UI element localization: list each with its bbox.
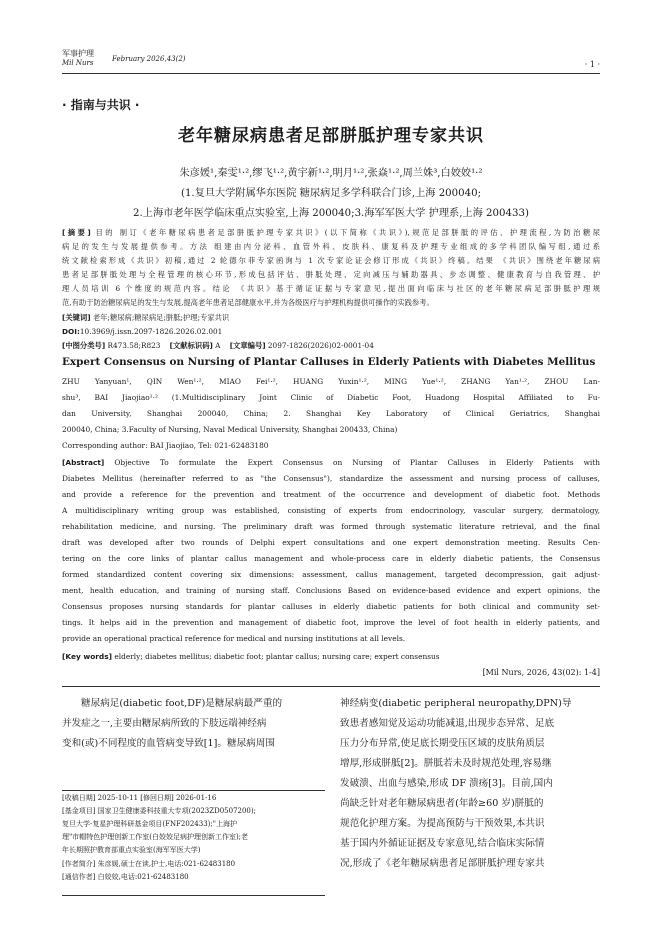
body-right-line: 尚缺乏针对老年糖尿病患者(年龄≥60 岁)胼胝的: [340, 798, 544, 809]
abstract-cn-line: 病足的发生与发展提供参考。方法 组建由内分泌科、血管外科、皮肤科、康复科及护理专业组成的多学科团队编写组,通过系: [62, 242, 600, 251]
abstract-cn-line: [摘要] 目的 制订《老年糖尿病患者足部胼胝护理专家共识》(以下简称《共识》),规范足部胼胝的评估、护理流程,为防治糖尿: [62, 228, 600, 237]
issue-info: February 2026,43(2): [112, 55, 186, 63]
authors-en-line: dan University, Shanghai 200040, China; 2. Shanghai Key Laboratory of Clinical Geriatrics, Shanghai: [62, 409, 600, 418]
body-right-line: 神经病变(diabetic peripheral neuropathy,DPN)导: [340, 698, 572, 709]
abstract-en-line: formed standardized content covering six dimensions: assessment, callus management, targeted decompression, gait adjust-: [62, 570, 600, 579]
journal-name-cn: 军事护理: [62, 49, 94, 58]
header-rule: [62, 73, 600, 74]
abstract-en-line: provide an operational practical reference for medical and nursing institutions at all levels.: [62, 634, 406, 643]
abstract-en-line: Consensus proposes nursing standards for plantar calluses in elderly diabetic patients for both clinical and community set-: [62, 602, 600, 611]
abstract-cn-line: 理人员培训 6 个维度的规范内容。结论 《共识》基于循证证据与专家意见,提出面向临床与社区的老年糖尿病足部胼胝护理规: [62, 284, 600, 293]
footnote-line: [基金项目] 国家卫生健康委科技重大专项(2023ZD0507200);: [62, 807, 256, 815]
section-rule: [62, 686, 600, 687]
abstract-en-line: rehabilitation medicine, and nursing. The preliminary draft was formed through systematic literature retrieval, and the final: [62, 522, 600, 531]
authors-en-line: shu³, BAI Jiaojiao¹·² (1.Multidisciplinary Joint Clinic of Diabetic Foot, Huadong Hospital Affiliated to Fu-: [62, 393, 600, 402]
abstract-en-line: A multidisciplinary writing group was established, consisting of experts from endocrinology, vascular surgery, dermatology,: [62, 506, 600, 515]
authors-cn: 朱彦媛¹,秦雯¹·²,缪飞¹·²,黄宇新¹·²,明月¹·²,张焱¹·²,周兰姝³,白姣姣¹·²: [179, 168, 483, 179]
body-left-line: 变和(或)不同程度的血管病变导致[1]。糖尿病周围: [62, 738, 275, 749]
body-right-line: 压力分布异常,使足底长期受压区域的皮肤角质层: [340, 738, 545, 749]
abstract-cn-line: 患者足部胼胝处理与全程管理的核心环节,形成包括评估、胼胝处理、定向减压与辅助器具、步态调整、健康教育与自我管理、护: [62, 270, 600, 279]
abstract-en-line: [Abstract] Objective To formulate the Expert Consensus on Nursing of Plantar Calluses in Elderly Patients with: [62, 458, 600, 467]
keywords-cn: [关键词] 老年;糖尿病;糖尿病足;胼胝;护理;专家共识: [62, 313, 230, 322]
journal-name-en: Mil Nurs: [62, 59, 94, 67]
body-right-line: 致患者感知觉及运动功能减退,出现步态异常、足底: [340, 718, 555, 729]
abstract-cn-line: 范,有助于防治糖尿病足的发生与发展,提高老年患者足部健康水平,并为各级医疗与护理机构提供可操作的实践参考。: [62, 298, 434, 307]
footnote-line: 理"市帽特色护理创新工作室(白姣姣足病护理创新工作室);老: [62, 833, 249, 841]
footnote-line: [收稿日期] 2025-10-11 [修回日期] 2026-01-16: [62, 794, 217, 802]
affiliation-cn-1: (1.复旦大学附属华东医院 糖尿病足多学科联合门诊,上海 200040;: [180, 188, 482, 199]
abstract-en-line: and provide a reference for the prevention and treatment of the occurrence and development of diabetic foot. Methods: [62, 490, 600, 499]
abstract-en-line: Diabetes Mellitus (hereinafter referred to as "the Consensus"), standardize the assessment and nursing process of calluses,: [62, 474, 600, 483]
affiliation-cn-2: 2.上海市老年医学临床重点实验室,上海 200040;3.海军军医大学 护理系,上海 200433): [133, 208, 529, 219]
citation: [Mil Nurs, 2026, 43(02): 1-4]: [482, 668, 600, 677]
corresponding-author: Corresponding author: BAI Jiaojiao, Tel: 021-62483180: [62, 441, 269, 450]
body-left-line: 并发症之一,主要由糖尿病所致的下肢远端神经病: [62, 718, 267, 729]
page-number: · 1 ·: [584, 60, 600, 69]
body-left-line: 糖尿病足(diabetic foot,DF)是糖尿病最严重的: [81, 698, 283, 709]
body-right-line: 基于国内外循证证据及专家意见,结合临床实际情: [340, 838, 545, 849]
doi: DOI:10.3969/j.issn.2097-1826.2026.02.001: [62, 327, 223, 336]
article-title: 老年糖尿病患者足部胼胝护理专家共识: [178, 126, 484, 146]
abstract-en-line: draft was developed after two rounds of Delphi expert consultations and one expert demonstration meeting. Results Cen-: [62, 538, 600, 547]
authors-en-line: 200040, China; 3.Faculty of Nursing, Naval Medical University, Shanghai 200433, China): [62, 425, 398, 434]
abstract-en-line: tering on the core links of plantar callus management and whole-process care in elderly diabetic patients, the Consensus: [62, 554, 600, 563]
abstract-cn-line: 统文献检索形成《共识》初稿,通过 2 轮德尔菲专家函询与 1 次专家论证会修订形成《共识》终稿。结果 《共识》围绕老年糖尿病: [62, 256, 600, 265]
abstract-cn-label: [摘要]: [62, 228, 91, 237]
classification: [中图分类号] R473.58;R823 [文献标识码] A [文章编号] 2097-1826(2026)02-0001-04: [62, 341, 374, 350]
abstract-en-line: tings. It helps aid in the prevention and management of diabetic foot, improve the level of foot health in elderly patients, and: [62, 618, 600, 627]
footnote-line: [作者简介] 朱彦媛,硕士在读,护士,电话:021-62483180: [62, 860, 236, 868]
article-title-en: Expert Consensus on Nursing of Plantar Calluses in Elderly Patients with Diabetes Mellitus: [62, 356, 596, 368]
body-right-line: 增厚,形成胼胝[2]。胼胝若未及时规范处理,容易继: [340, 758, 552, 769]
body-right-line: 发破溃、出血与感染,形成 DF 溃疡[3]。目前,国内: [340, 778, 553, 789]
footnote-line: [通信作者] 白姣姣,电话:021-62483180: [62, 873, 189, 881]
authors-en-line: ZHU Yanyuan¹, QIN Wen¹·², MIAO Fei¹·², HUANG Yuxin¹·², MING Yue¹·², ZHANG Yan¹·², ZHOU Lan-: [62, 377, 600, 386]
footnote-line: 年长期照护教育部重点实验室(海军军医大学): [62, 846, 201, 854]
body-right-line: 规范化护理方案。为提高预防与干预效果,本共识: [340, 818, 545, 829]
keywords-en: [Key words] elderly; diabetes mellitus; diabetic foot; plantar callus; nursing care; expert consensus: [62, 652, 440, 661]
footnote-line: 复旦大学-复星护理科研基金项目(FNF202433);"上海护: [62, 820, 237, 828]
section-label: · 指南与共识 ·: [62, 98, 140, 112]
abstract-en-line: ment, health education, and training of nursing staff. Conclusions Based on evidence-based evidence and expert opinions, the: [62, 586, 600, 595]
body-right-line: 况,形成了《老年糖尿病患者足部胼胝护理专家共: [340, 858, 545, 869]
